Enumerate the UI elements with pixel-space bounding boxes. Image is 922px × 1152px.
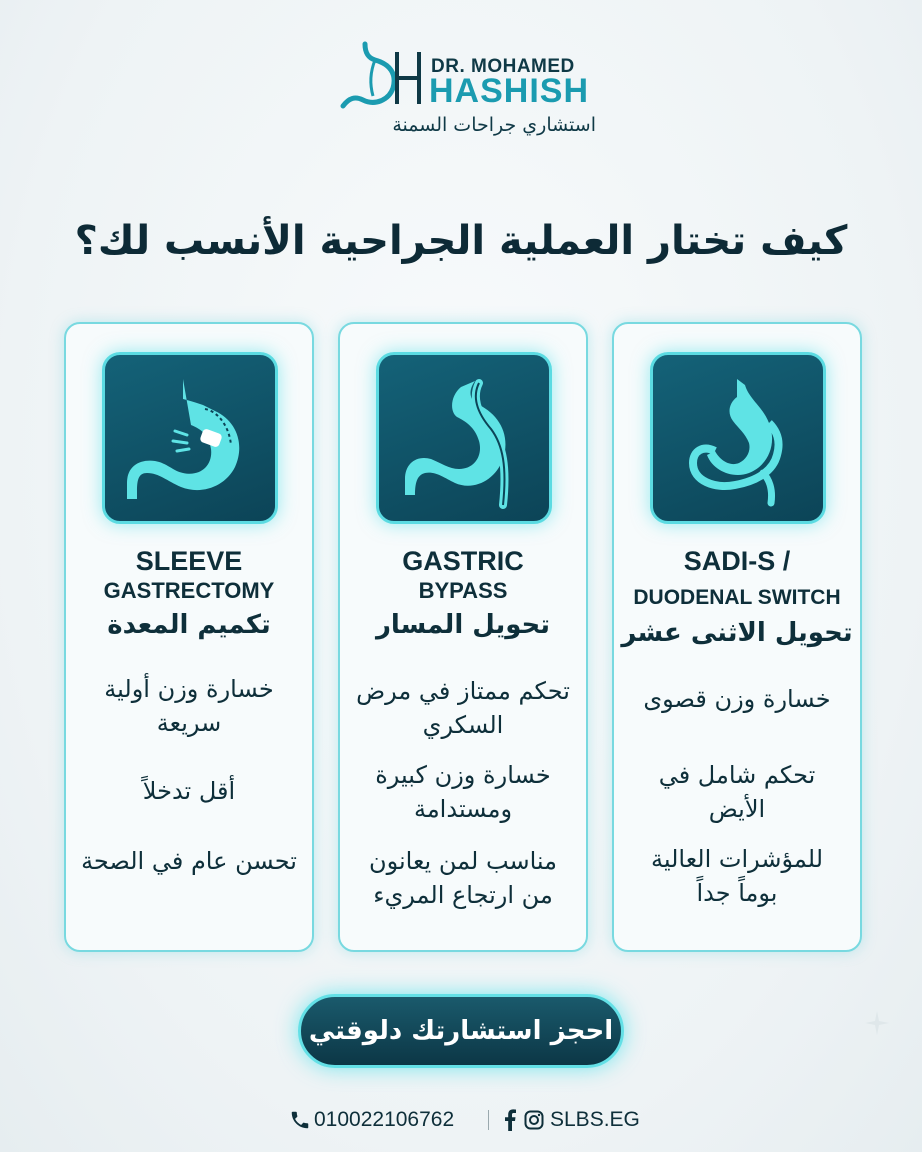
footer xyxy=(0,1106,922,1136)
card-en-title-line2: GASTRECTOMY xyxy=(103,578,275,603)
brand-prefix: DR. MOHAMED xyxy=(431,56,575,77)
divider xyxy=(488,1110,489,1130)
sparkle-icon xyxy=(864,1010,890,1036)
card-point: تحكم ممتاز في مرض السكري xyxy=(356,677,570,739)
card-en-title-line2: BYPASS xyxy=(418,578,508,603)
instagram-icon[interactable] xyxy=(524,1110,544,1130)
card-point: مناسب لمن يعانون من ارتجاع المريء xyxy=(368,847,558,909)
brand-name: HASHISH xyxy=(429,72,590,110)
card-ar-title: تحويل الاثنى عشر xyxy=(621,618,853,648)
card-point: تحسن عام في الصحة xyxy=(81,847,297,875)
card-ar-title: تكميم المعدة xyxy=(107,610,271,640)
icon-box xyxy=(376,352,552,524)
gastric-bypass-stomach-icon xyxy=(379,355,549,521)
card-point: تحكم شامل في الأيض xyxy=(658,761,816,823)
card-en-title-line2: DUODENAL SWITCH xyxy=(633,586,841,609)
sleeve-stomach-icon xyxy=(105,355,275,521)
social-handle[interactable]: SLBS.EG xyxy=(550,1108,640,1131)
card-duodenal-switch xyxy=(612,322,862,952)
card-gastric-bypass xyxy=(338,322,588,952)
card-point: أقل تدخلاً xyxy=(142,777,236,805)
icon-box xyxy=(650,352,826,524)
brand-subtitle: استشاري جراحات السمنة xyxy=(392,114,596,136)
book-consultation-button[interactable] xyxy=(298,994,624,1068)
logo-stomach-icon xyxy=(335,40,425,112)
card-en-title-line1: SADI-S / xyxy=(683,546,791,576)
card-sleeve-gastrectomy xyxy=(64,322,314,952)
card-ar-title: تحويل المسار xyxy=(375,610,551,640)
phone-icon xyxy=(289,1109,311,1131)
facebook-icon[interactable] xyxy=(503,1109,517,1131)
card-en-title-line1: GASTRIC xyxy=(402,546,524,576)
card-point: للمؤشرات العالية بوماً جداً xyxy=(650,845,824,907)
book-consultation-label: احجز استشارتك دلوقتي xyxy=(308,1016,614,1046)
card-point: خسارة وزن أولية سريعة xyxy=(104,675,274,737)
phone-number[interactable]: 010022106762 xyxy=(314,1108,455,1131)
page-title: كيف تختار العملية الجراحية الأنسب لك؟ xyxy=(74,218,848,264)
duodenal-switch-stomach-icon xyxy=(653,355,823,521)
card-point: خسارة وزن قصوى xyxy=(643,685,831,713)
card-point: خسارة وزن كبيرة ومستدامة xyxy=(375,761,551,823)
icon-box xyxy=(102,352,278,524)
card-en-title-line1: SLEEVE xyxy=(135,546,243,576)
